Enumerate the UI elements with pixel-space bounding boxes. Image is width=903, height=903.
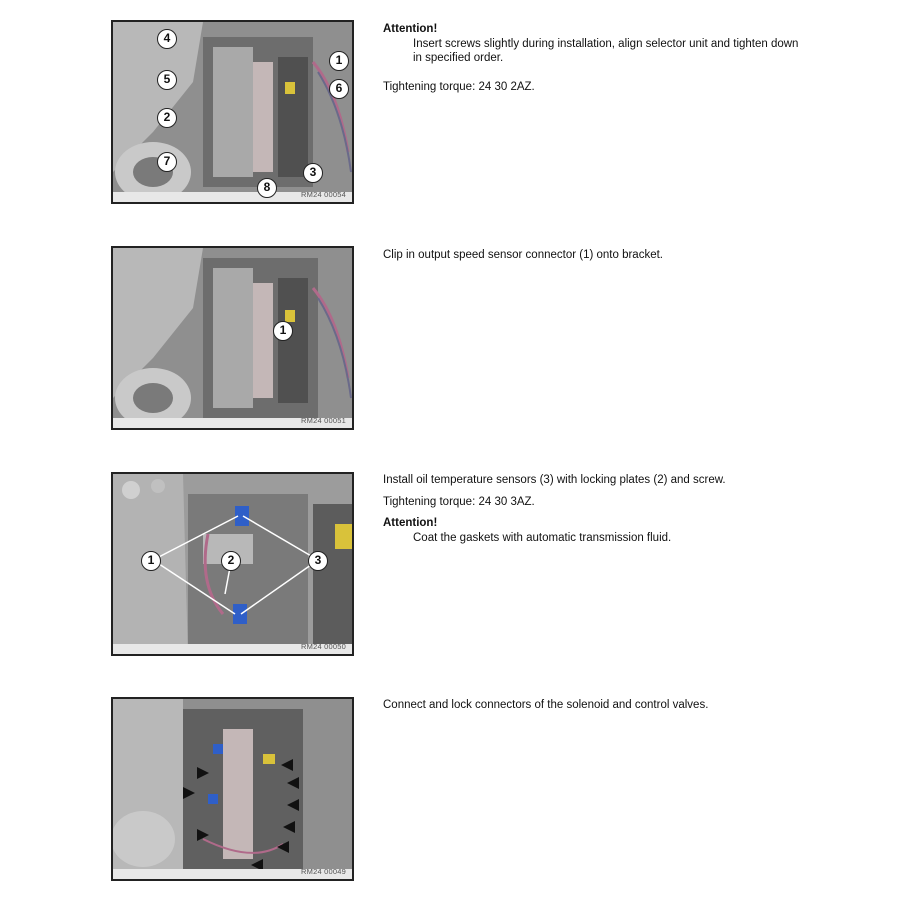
- callout-3: 3: [308, 551, 328, 571]
- photo-id: RM24 00054: [301, 190, 346, 199]
- step-2-body: Clip in output speed sensor connector (1) onto bracket.: [383, 249, 663, 261]
- callout-2: 2: [157, 108, 177, 128]
- step-4-text: [383, 698, 803, 713]
- step-3-body: Install oil temperature sensors (3) with locking plates (2) and screw.: [383, 474, 726, 486]
- callout-1: 1: [273, 321, 293, 341]
- tightening-torque: Tightening torque: 24 30 3AZ.: [383, 495, 535, 508]
- callout-3: 3: [303, 163, 323, 183]
- attention-note: Coat the gaskets with automatic transmission fluid.: [413, 531, 672, 544]
- callout-2: 2: [221, 551, 241, 571]
- photo-id: RM24 00049: [301, 867, 346, 876]
- callout-7: 7: [157, 152, 177, 172]
- attention-heading: Attention!: [383, 517, 438, 529]
- callout-1: 1: [141, 551, 161, 571]
- photo-id: RM24 00051: [301, 416, 346, 425]
- attention-body: Insert screws slightly during installation, align selector unit and tighten down in specified order.: [413, 37, 799, 64]
- photo-speed-sensor: [111, 246, 354, 430]
- step-2-text: [383, 248, 803, 263]
- photo-valve-body-screws: [111, 20, 354, 204]
- attention-heading: Attention!: [383, 23, 438, 35]
- callout-4: 4: [157, 29, 177, 49]
- callout-5: 5: [157, 70, 177, 90]
- photo-solenoid-connectors: [111, 697, 354, 881]
- step-4-body: Connect and lock connectors of the solenoid and control valves.: [383, 699, 709, 711]
- callout-8: 8: [257, 178, 277, 198]
- photo-oil-temp-sensors: [111, 472, 354, 656]
- step-1-text: [383, 22, 803, 94]
- transmission-photo: [113, 248, 354, 430]
- callout-6: 6: [329, 79, 349, 99]
- photo-id: RM24 00050: [301, 642, 346, 651]
- transmission-photo: [113, 699, 354, 881]
- tightening-torque: Tightening torque: 24 30 2AZ.: [383, 80, 535, 93]
- step-3-text: [383, 473, 803, 545]
- callout-1: 1: [329, 51, 349, 71]
